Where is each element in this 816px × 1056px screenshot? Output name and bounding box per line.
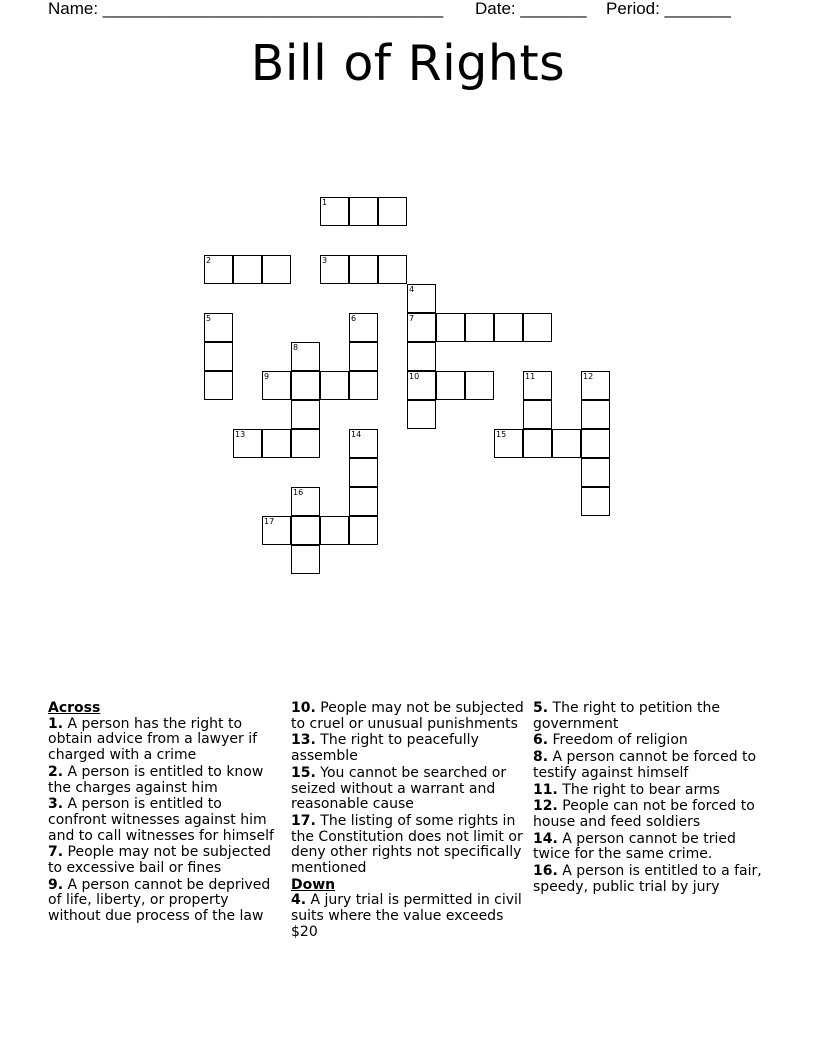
across-clue [48,878,284,925]
grid-cell[interactable] [407,313,436,342]
clue-number: 8. [533,749,549,766]
clue-text: Freedom of religion [552,732,688,749]
cell-number: 11 [525,372,536,381]
grid-cell[interactable] [581,458,610,487]
clue-number: 17. [291,812,316,829]
name-field[interactable]: Name: ____________________________________ [48,0,444,18]
down-clue [533,750,769,781]
across-clue [291,814,527,877]
down-clue [533,783,769,799]
grid-cell[interactable] [349,487,378,516]
cell-number: 1 [322,198,328,207]
clue-text: You cannot be searched or seized without a warrant and reasonable cause [291,764,507,813]
grid-cell[interactable] [523,429,552,458]
clue-text: The right to petition the government [533,700,720,732]
across-clue [48,765,284,796]
clue-number: 13. [291,732,316,749]
clue-text: A person is entitled to a fair, speedy, public trial by jury [533,863,762,895]
clue-number: 14. [533,830,558,847]
cell-number: 5 [206,314,212,323]
across-heading: Across [48,700,101,716]
clue-text: The listing of some rights in the Constitution does not limit or deny other rights not specifically mentioned [291,812,523,877]
grid-cell[interactable] [291,429,320,458]
grid-cell[interactable] [436,313,465,342]
grid-cell[interactable] [581,371,610,400]
grid-cell[interactable] [523,400,552,429]
clue-text: A person has the right to obtain advice from a lawyer if charged with a crime [48,715,258,764]
clue-text: People may not be subjected to excessive bail or fines [48,844,272,877]
grid-cell[interactable] [494,313,523,342]
puzzle-title: Bill of Rights [250,35,566,92]
grid-cell[interactable] [523,313,552,342]
grid-cell[interactable] [291,487,320,516]
clue-number: 1. [48,715,64,732]
clue-number: 5. [533,700,549,716]
grid-cell[interactable] [349,197,378,226]
cell-number: 9 [264,372,270,381]
grid-cell[interactable] [494,429,523,458]
grid-cell[interactable] [262,371,291,400]
grid-cell[interactable] [436,371,465,400]
clue-column-2 [291,701,527,942]
grid-cell[interactable] [204,371,233,400]
grid-cell[interactable] [291,342,320,371]
down-clue [533,832,769,863]
down-clue [533,864,769,895]
grid-cell[interactable] [581,487,610,516]
clue-text: A person is entitled to confront witnesses against him and to call witnesses for himself [48,796,274,844]
down-clue [533,701,769,732]
grid-cell[interactable] [349,371,378,400]
grid-cell[interactable] [320,371,349,400]
grid-cell[interactable] [349,458,378,487]
grid-cell[interactable] [233,255,262,284]
grid-cell[interactable] [291,400,320,429]
grid-cell[interactable] [407,342,436,371]
cell-number: 12 [583,372,594,381]
cell-number: 14 [351,430,362,439]
clue-number: 15. [291,764,316,781]
grid-cell[interactable] [349,429,378,458]
clue-text: A person cannot be tried twice for the same crime. [533,830,736,863]
grid-cell[interactable] [320,255,349,284]
cell-number: 7 [409,314,415,323]
cell-number: 16 [293,488,304,497]
across-clue [48,717,284,764]
grid-cell[interactable] [552,429,581,458]
grid-cell[interactable] [291,371,320,400]
grid-cell[interactable] [378,197,407,226]
across-clue [291,701,527,732]
clue-text: The right to peacefully assemble [291,732,479,765]
clue-text: People may not be subjected to cruel or unusual punishments [291,700,524,732]
across-clue [291,766,527,813]
grid-cell[interactable] [349,313,378,342]
cell-number: 4 [409,285,415,294]
across-clue [48,845,284,876]
clue-text: People can not be forced to house and feed soldiers [533,798,755,830]
clue-text: A person is entitled to know the charges against him [48,763,264,796]
clue-column-1 [48,701,284,926]
clue-number: 9. [48,876,64,893]
period-field[interactable]: Period: _______ [606,0,731,18]
clue-text: A person cannot be forced to testify against himself [533,749,757,781]
clue-number: 4. [291,892,307,909]
grid-cell[interactable] [407,371,436,400]
grid-cell[interactable] [320,516,349,545]
grid-cell[interactable] [407,400,436,429]
grid-cell[interactable] [204,255,233,284]
across-clue [291,733,527,764]
across-clue [48,797,284,844]
date-field[interactable]: Date: _______ [475,0,587,18]
cell-number: 3 [322,256,328,265]
clue-number: 12. [533,798,558,815]
clue-number: 7. [48,844,64,861]
clue-number: 3. [48,796,64,813]
grid-cell[interactable] [291,516,320,545]
clue-text: A person cannot be deprived of life, liberty, or property without due process of the law [48,876,271,925]
grid-cell[interactable] [349,516,378,545]
cell-number: 17 [264,517,275,526]
grid-cell[interactable] [349,255,378,284]
clue-column-3 [533,701,769,896]
grid-cell[interactable] [581,400,610,429]
grid-cell[interactable] [233,429,262,458]
clue-number: 16. [533,863,558,880]
grid-cell[interactable] [465,371,494,400]
cell-number: 10 [409,372,420,381]
clue-text: A jury trial is permitted in civil suits where the value exceeds $20 [291,892,522,940]
clue-number: 2. [48,763,64,780]
grid-cell[interactable] [262,516,291,545]
grid-cell[interactable] [581,429,610,458]
down-clue [533,799,769,830]
grid-cell[interactable] [262,429,291,458]
grid-cell[interactable] [523,371,552,400]
cell-number: 6 [351,314,357,323]
grid-cell[interactable] [465,313,494,342]
down-clue [291,893,527,940]
grid-cell[interactable] [262,255,291,284]
down-heading: Down [291,876,336,893]
clue-number: 6. [533,732,549,749]
grid-cell[interactable] [291,545,320,574]
cell-number: 13 [235,430,246,439]
cell-number: 2 [206,256,212,265]
grid-cell[interactable] [204,313,233,342]
grid-cell[interactable] [407,284,436,313]
clue-text: The right to bear arms [562,781,720,798]
clue-number: 11. [533,781,558,798]
grid-cell[interactable] [378,255,407,284]
cell-number: 8 [293,343,299,352]
grid-cell[interactable] [349,342,378,371]
clue-number: 10. [291,700,316,716]
cell-number: 15 [496,430,507,439]
grid-cell[interactable] [320,197,349,226]
grid-cell[interactable] [204,342,233,371]
down-clue [533,733,769,749]
